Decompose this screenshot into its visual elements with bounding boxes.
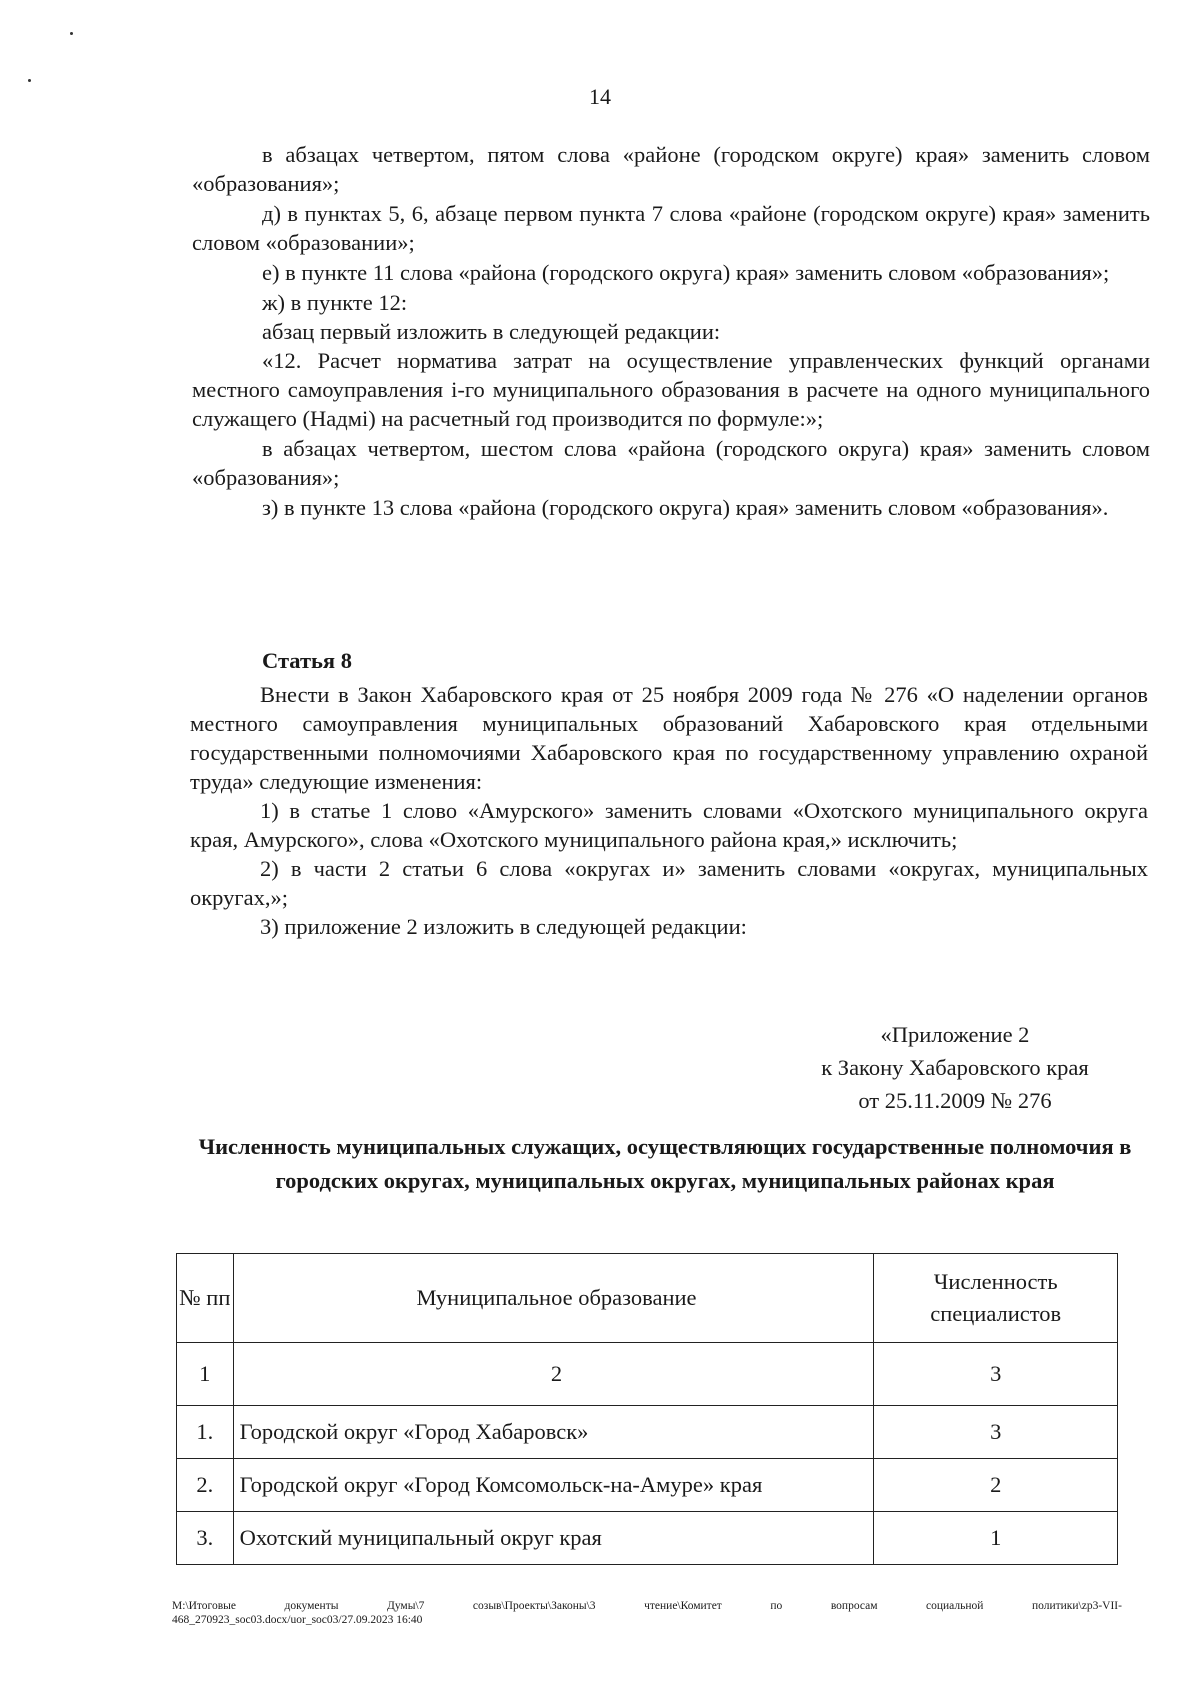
header-cell-municipality: Муниципальное образование (233, 1254, 874, 1343)
row-number: 2. (177, 1459, 234, 1512)
numbering-cell: 3 (874, 1343, 1118, 1406)
staff-table (176, 1253, 1118, 1565)
row-municipality: Городской округ «Город Хабаровск» (233, 1406, 874, 1459)
footer-path-line (172, 1599, 1122, 1613)
table-row (177, 1406, 1118, 1459)
footer-path-part: чтение\Комитет (644, 1600, 722, 1612)
header-cell-number: № пп (177, 1254, 234, 1343)
table-row (177, 1512, 1118, 1565)
paragraph: в абзацах четвертом, пятом слова «районе (городском округе) края» заменить словом «образования»; (192, 142, 1150, 196)
row-number: 1. (177, 1406, 234, 1459)
appendix-line: к Закону Хабаровского края (821, 1055, 1089, 1080)
paragraph: з) в пункте 13 слова «района (городского округа) края» заменить словом «образования». (262, 495, 1109, 520)
footer-file-line: 468_270923_soc03.docx/uor_soc03/27.09.2023 16:40 (172, 1614, 423, 1626)
row-number: 3. (177, 1512, 234, 1565)
footer-path-part: созыв\Проекты\Законы\3 (472, 1600, 596, 1612)
paragraph: в абзацах четвертом, шестом слова «района (городского округа) края» заменить словом «образования»; (192, 436, 1150, 490)
paragraph: абзац первый изложить в следующей редакции: (262, 319, 721, 344)
paragraph: 2) в части 2 статьи 6 слова «округах и» заменить словами «округах, муниципальных округах,»; (190, 856, 1148, 910)
paragraph: 3) приложение 2 изложить в следующей редакции: (260, 914, 747, 939)
footer-path-part: социальной (926, 1600, 984, 1612)
paragraph: 1) в статье 1 слово «Амурского» заменить словами «Охотского муниципального округа края, Амурского», слова «Охотского муниципального района края,» исключить; (190, 798, 1148, 852)
paragraph: ж) в пункте 12: (262, 290, 408, 315)
appendix-line: «Приложение 2 (880, 1022, 1030, 1047)
footer-path-part: вопросам (830, 1600, 878, 1612)
file-path-footer (172, 1599, 1122, 1627)
paragraph: е) в пункте 11 слова «района (городского округа) края» заменить словом «образования»; (262, 260, 1110, 285)
row-municipality: Охотский муниципальный округ края (233, 1512, 874, 1565)
article-8-section (190, 680, 1148, 941)
appendix-line: от 25.11.2009 № 276 (858, 1088, 1052, 1113)
footer-path-part: политики\zp3-VII- (1031, 1600, 1122, 1612)
table-numbering-row (177, 1343, 1118, 1406)
header-cell-count: Численность специалистов (874, 1254, 1118, 1343)
appendix-reference (790, 1018, 1120, 1117)
table-title: Численность муниципальных служащих, осуществляющих государственные полномочия в городских округах, муниципальных округах, муниципальных районах края (198, 1134, 1132, 1193)
scan-speck (70, 32, 73, 35)
row-count: 2 (874, 1459, 1118, 1512)
page-number: 14 (589, 84, 611, 109)
row-municipality: Городской округ «Город Комсомольск-на-Амуре» края (233, 1459, 874, 1512)
table-row (177, 1459, 1118, 1512)
footer-path-part: Думы\7 (386, 1600, 425, 1612)
paragraph: Внести в Закон Хабаровского края от 25 ноября 2009 года № 276 «О наделении органов местного самоуправления муниципальных образований Хабаровского края отдельными государственными полномочиями Хабаровского края по государственному управлению охраной труда» следующие изменения: (190, 682, 1148, 794)
table-header-row (177, 1254, 1118, 1343)
row-count: 3 (874, 1406, 1118, 1459)
footer-path-part: по (770, 1600, 783, 1612)
scan-speck (28, 79, 31, 82)
numbering-cell: 2 (233, 1343, 874, 1406)
amendments-section (192, 140, 1150, 522)
row-count: 1 (874, 1512, 1118, 1565)
paragraph: «12. Расчет норматива затрат на осуществление управленческих функций органами местного самоуправления i-го муниципального образования в расчете на одного муниципального служащего (Надмi) на расчетный год производится по формуле:»; (192, 348, 1150, 431)
footer-path-part: M:\Итоговые (172, 1600, 236, 1612)
numbering-cell: 1 (177, 1343, 234, 1406)
article-title: Статья 8 (262, 648, 352, 673)
paragraph: д) в пунктах 5, 6, абзаце первом пункта 7 слова «районе (городском округе) края» заменить словом «образовании»; (192, 201, 1150, 255)
footer-path-part: документы (284, 1600, 339, 1612)
